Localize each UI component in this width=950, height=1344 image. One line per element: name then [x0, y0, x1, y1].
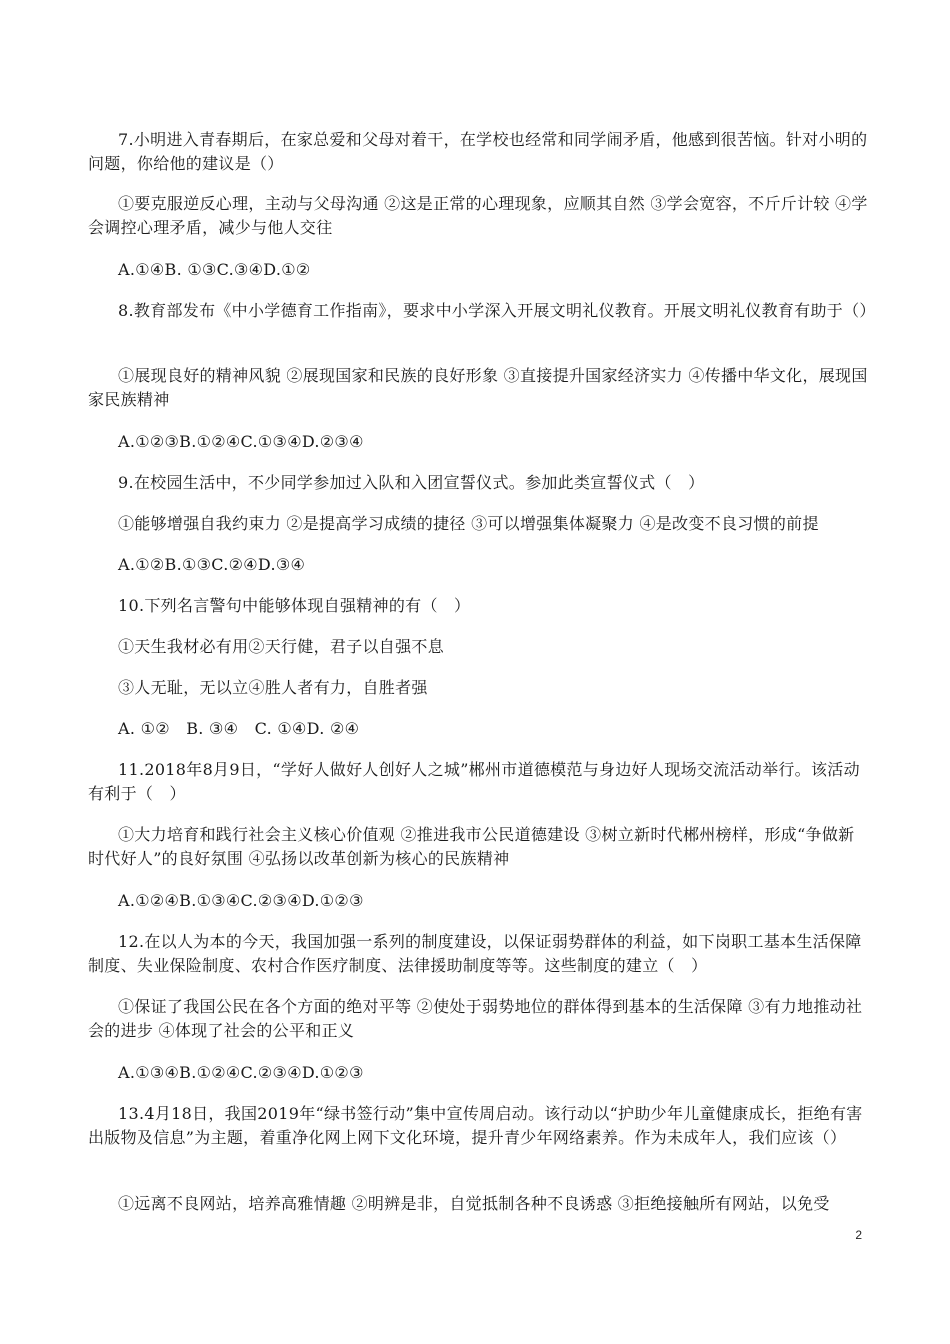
question-7-stem: 7.小明进入青春期后，在家总爱和父母对着干，在学校也经常和同学闹矛盾，他感到很苦恼。针对小明的问题，你给他的建议是（） [88, 130, 868, 173]
question-11-options: ①大力培育和践行社会主义核心价值观 ②推进我市公民道德建设 ③树立新时代郴州榜样，形成“争做新时代好人”的良好氛围 ④弘扬以改革创新为核心的民族精神 [88, 825, 855, 868]
question-11-stem: 11.2018年8月9日，“学好人做好人创好人之城”郴州市道德模范与身边好人现场交流活动举行。该活动有利于（ ） [88, 760, 860, 803]
question-13-stem: 13.4月18日，我国2019年“绿书签行动”集中宣传周启动。该行动以“护助少年儿童健康成长，拒绝有害出版物及信息”为主题，着重净化网上网下文化环境，提升青少年网络素养。作为未成年人，我们应该（） [88, 1104, 863, 1147]
question-12-options: ①保证了我国公民在各个方面的绝对平等 ②使处于弱势地位的群体得到基本的生活保障 ③有力地推动社会的进步 ④体现了社会的公平和正义 [88, 997, 863, 1040]
question-12-answers: A.①③④B.①②④C.②③④D.①②③ [118, 1063, 364, 1082]
question-11-answers: A.①②④B.①③④C.②③④D.①②③ [118, 891, 364, 910]
question-13-options: ①远离不良网站，培养高雅情趣 ②明辨是非，自觉抵制各种不良诱惑 ③拒绝接触所有网站，以免受 [118, 1194, 830, 1213]
question-8-answers: A.①②③B.①②④C.①③④D.②③④ [118, 432, 364, 451]
page-number: 2 [855, 1228, 862, 1242]
question-7-answers: A.①④B. ①③C.③④D.①② [118, 260, 311, 279]
question-8-stem: 8.教育部发布《中小学德育工作指南》，要求中小学深入开展文明礼仪教育。开展文明礼仪教育有助于（） [118, 301, 876, 320]
question-7-options: ①要克服逆反心理，主动与父母沟通 ②这是正常的心理现象，应顺其自然 ③学会宽容，不斤斤计较 ④学会调控心理矛盾，减少与他人交往 [88, 194, 868, 237]
question-8-options: ①展现良好的精神风貌 ②展现国家和民族的良好形象 ③直接提升国家经济实力 ④传播中华文化，展现国家民族精神 [88, 366, 868, 409]
question-12-stem: 12.在以人为本的今天，我国加强一系列的制度建设，以保证弱势群体的利益，如下岗职工基本生活保障制度、失业保险制度、农村合作医疗制度、法律援助制度等等。这些制度的建立（ ） [88, 932, 862, 975]
question-9-options: ①能够增强自我约束力 ②是提高学习成绩的捷径 ③可以增强集体凝聚力 ④是改变不良习惯的前提 [118, 514, 819, 533]
question-10-answers: A. ①② B. ③④ C. ①④D. ②④ [118, 719, 360, 738]
question-10-stem: 10.下列名言警句中能够体现自强精神的有（ ） [118, 596, 471, 615]
question-10-option-line-2: ③人无耻，无以立④胜人者有力，自胜者强 [118, 678, 428, 697]
question-10-option-line-1: ①天生我材必有用②天行健，君子以自强不息 [118, 637, 445, 656]
question-9-answers: A.①②B.①③C.②④D.③④ [118, 555, 306, 574]
question-9-stem: 9.在校园生活中，不少同学参加过入队和入团宣誓仪式。参加此类宣誓仪式（ ） [118, 473, 705, 492]
